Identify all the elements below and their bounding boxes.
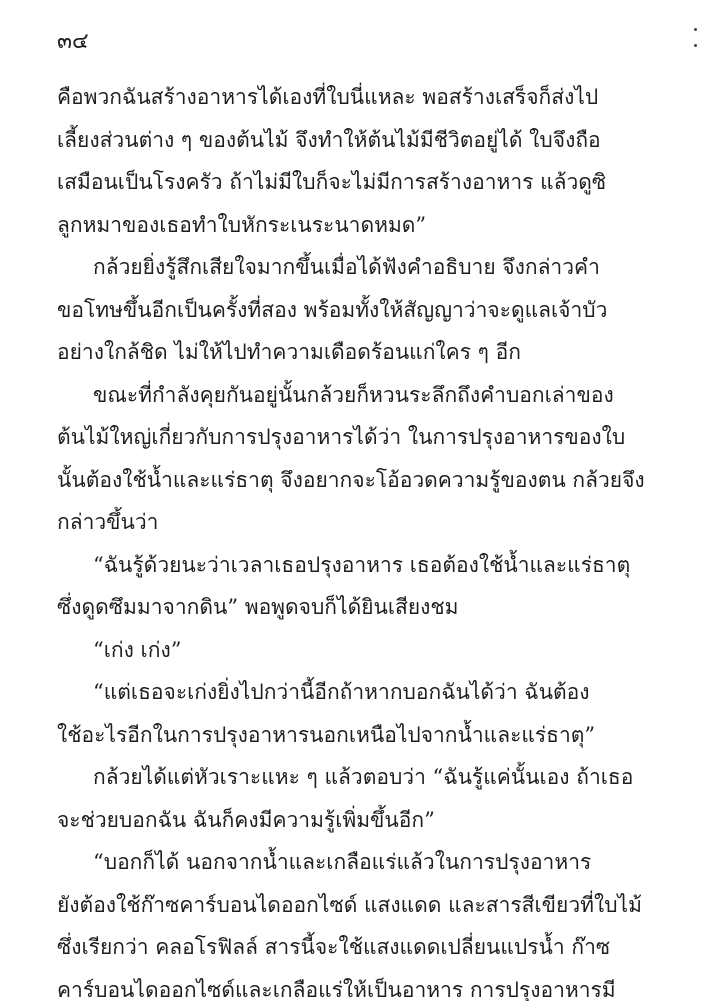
text-line: ใช้อะไรอีกในการปรุงอาหารนอกเหนือไปจากน้ำและแร่ธาตุ”: [57, 722, 596, 747]
text-line: จะช่วยบอกฉัน ฉันก็คงมีความรู้เพิ่มขึ้นอีก”: [57, 807, 435, 832]
text-line: เลี้ยงส่วนต่าง ๆ ของต้นไม้ จึงทำให้ต้นไม้มีชีวิตอยู่ได้ ใบจึงถือ: [57, 127, 601, 152]
page-number: ๓๔: [57, 29, 89, 54]
text-line: ขณะที่กำลังคุยกันอยู่นั้นกล้วยก็หวนระลึกถึงคำบอกเล่าของ: [93, 382, 614, 407]
text-line: “ฉันรู้ด้วยนะว่าเวลาเธอปรุงอาหาร เธอต้องใช้น้ำและแร่ธาตุ: [93, 552, 631, 577]
text-line: กล่าวขึ้นว่า: [57, 510, 159, 534]
text-line: อย่างใกล้ชิด ไม่ให้ไปทำความเดือดร้อนแก่ใคร ๆ อีก: [57, 340, 521, 364]
body-text: [57, 76, 661, 1001]
margin-mark: [690, 14, 702, 54]
text-line: ซึ่งเรียกว่า คลอโรฟิลล์ สารนี้จะใช้แสงแดดเปลี่ยนแปรน้ำ ก๊าซ: [57, 935, 611, 959]
text-line: “บอกก็ได้ นอกจากน้ำและเกลือแร่แล้วในการปรุงอาหาร: [93, 850, 592, 874]
text-line: กล้วยยิ่งรู้สึกเสียใจมากขึ้นเมื่อได้ฟังคำอธิบาย จึงกล่าวคำ: [93, 255, 600, 279]
text-line: ยังต้องใช้ก๊าซคาร์บอนไดออกไซด์ แสงแดด และสารสีเขียวที่ใบไม้: [57, 892, 642, 917]
text-line: เสมือนเป็นโรงครัว ถ้าไม่มีใบก็จะไม่มีการสร้างอาหาร แล้วดูซิ: [57, 170, 607, 194]
text-line: “เก่ง เก่ง”: [93, 637, 182, 662]
text-line: ซึ่งดูดซึมมาจากดิน” พอพูดจบก็ได้ยินเสียงชม: [57, 595, 459, 619]
text-line: นั้นต้องใช้น้ำและแร่ธาตุ จึงอยากจะโอ้อวดความรู้ของตน กล้วยจึง: [57, 467, 645, 492]
text-line: ลูกหมาของเธอทำใบหักระเนระนาดหมด”: [57, 212, 427, 237]
text-line: ต้นไม้ใหญ่เกี่ยวกับการปรุงอาหารได้ว่า ในการปรุงอาหารของใบ: [57, 425, 626, 449]
text-line: “แต่เธอจะเก่งยิ่งไปกว่านี้อีกถ้าหากบอกฉันได้ว่า ฉันต้อง: [93, 680, 590, 704]
text-line: คือพวกฉันสร้างอาหารได้เองที่ใบนี่แหละ พอสร้างเสร็จก็ส่งไป: [57, 85, 599, 109]
text-line: คาร์บอนไดออกไซด์และเกลือแร่ให้เป็นอาหาร การปรุงอาหารมี: [57, 977, 616, 1001]
text-line: กล้วยได้แต่หัวเราะแหะ ๆ แล้วตอบว่า “ฉันรู้แค่นั้นเอง ถ้าเธอ: [93, 765, 634, 789]
text-line: ขอโทษขึ้นอีกเป็นครั้งที่สอง พร้อมทั้งให้สัญญาว่าจะดูแลเจ้าบัว: [57, 297, 608, 322]
